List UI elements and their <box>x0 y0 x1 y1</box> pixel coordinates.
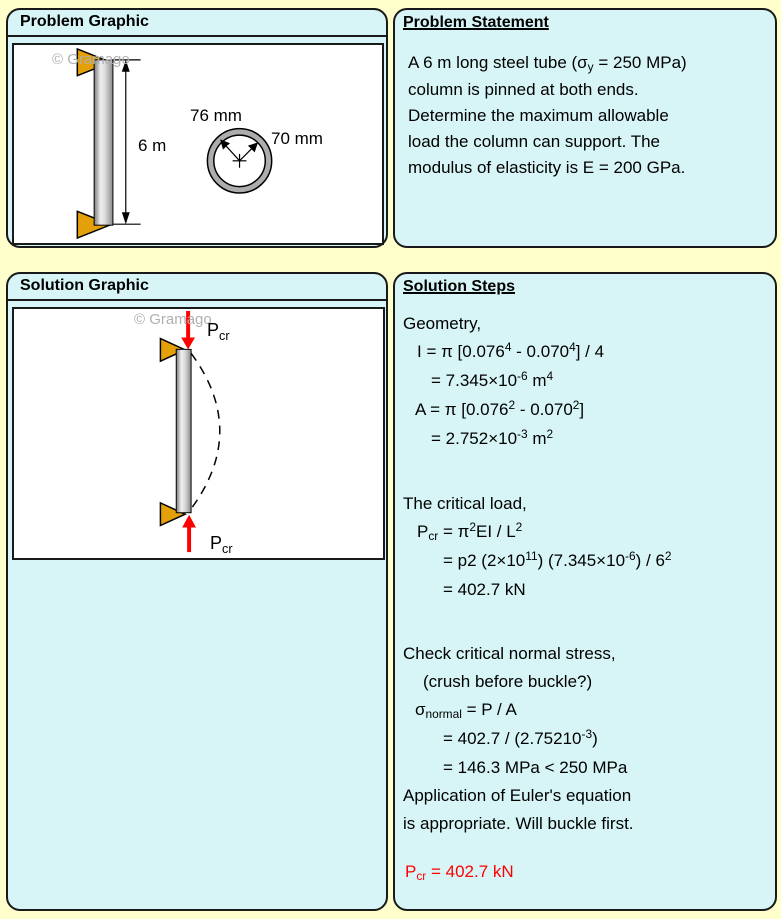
solution-step-line: $P_{cr} = \pi^2EI / L^2$ <box>417 520 523 544</box>
buckled-shape-curve <box>191 353 220 509</box>
solution-step-line: = 402.7 kN <box>443 580 526 599</box>
solution-step-line: = $2.752\times 10^{-3}$ $m^2$ <box>431 427 554 448</box>
problem-statement-title: Problem Statement <box>403 14 549 31</box>
solution-steps-panel <box>393 272 777 911</box>
solution-step-line: Check critical normal stress, <box>403 644 616 663</box>
critical-load-label-bottom: $P_{cr}$ <box>210 533 233 556</box>
inner-diameter-label: 70 mm <box>271 129 323 148</box>
problem-diagram-box <box>12 43 384 245</box>
solution-step-line: (crush before buckle?) <box>423 672 593 691</box>
solution-step-line <box>403 454 775 482</box>
solution-step-line <box>403 604 775 632</box>
solution-step-line: is appropriate. Will buckle first. <box>403 814 634 833</box>
solution-step-line: The critical load, <box>403 494 527 513</box>
solution-step-line: $\sigma_{normal} = P / A$ <box>415 700 517 722</box>
watermark: © Gramago <box>134 311 212 328</box>
solution-step-line: = 146.3 MPa < 250 MPa <box>443 758 628 777</box>
solution-steps-title: Solution Steps <box>403 278 515 295</box>
column-diagram <box>14 45 382 243</box>
solution-steps-list <box>403 310 775 838</box>
problem-graphic-panel <box>6 8 388 248</box>
problem-graphic-title: Problem Graphic <box>20 13 149 30</box>
solution-graphic-title: Solution Graphic <box>20 277 149 294</box>
solution-step-line: = $402.7 / (2.75210^{-3})$ <box>443 727 598 748</box>
dimension-arrow-down <box>122 212 130 224</box>
statement-line: load the column can support. The <box>408 132 661 151</box>
statement-line: A 6 m long steel tube ($\sigma_y = 250$ MPa) <box>408 53 687 75</box>
load-arrow-top-head <box>181 338 195 350</box>
solution-graphic-panel <box>6 272 388 911</box>
critical-load-result: $P_{cr} = 402.7$ kN <box>405 862 514 884</box>
solution-step-line: = $7.345\times 10^{-6}$ $m^4$ <box>431 369 554 390</box>
watermark: © Gramago <box>52 51 130 68</box>
problem-statement-text <box>408 50 772 181</box>
column-bar <box>176 349 191 512</box>
solution-step-line: Geometry, <box>403 314 482 333</box>
statement-line: modulus of elasticity is E = 200 GPa. <box>408 158 686 177</box>
solution-diagram-box <box>12 307 385 560</box>
critical-load-label-top: $P_{cr}$ <box>207 320 230 343</box>
solution-step-line: I = π [0.076$^4$ - 0.070$^4$] / 4 <box>417 340 605 361</box>
solution-step-line: Application of Euler's equation <box>403 786 632 805</box>
statement-line: Determine the maximum allowable <box>408 106 669 125</box>
load-arrow-bottom-head <box>182 515 196 528</box>
statement-line: column is pinned at both ends. <box>408 80 639 99</box>
outer-diameter-label: 76 mm <box>190 106 242 125</box>
length-label: 6 m <box>138 136 167 155</box>
solution-step-line: A = π [0.076$^2$ - 0.070$^2$] <box>415 398 585 419</box>
column-bar <box>94 60 113 225</box>
problem-statement-panel <box>393 8 777 248</box>
buckled-column-diagram <box>14 309 383 558</box>
solution-step-line: = p2 $(2\times 10^{11})$ $(7.345\times 10^{-6}) / 6^2$ <box>443 549 672 570</box>
solution-graphic-header <box>8 274 386 301</box>
problem-graphic-header <box>8 10 386 37</box>
